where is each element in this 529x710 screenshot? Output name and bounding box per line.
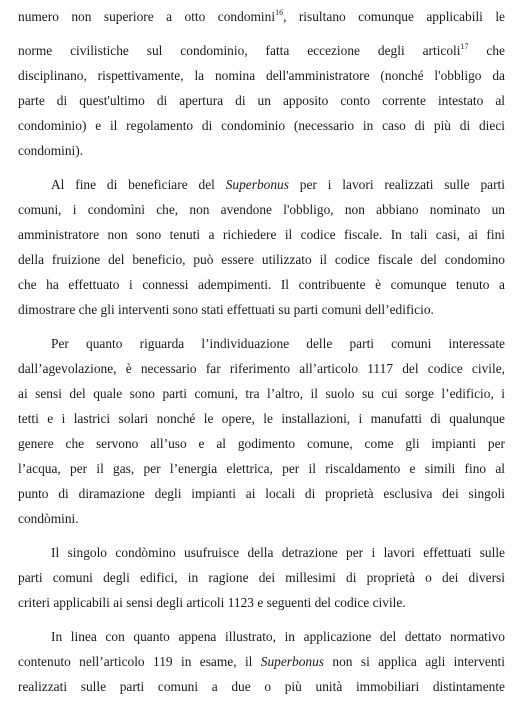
superbonus-term: Superbonus <box>260 654 325 669</box>
paragraph-3-line-5: genere che servono all’uso e al godimento comune, come gli impianti per <box>18 436 505 451</box>
superbonus-term: Superbonus <box>225 177 289 192</box>
paragraph-2-line-3: amministratore non sono tenuti a richiedere il codice fiscale. In tali casi, ai fini <box>18 227 505 242</box>
paragraph-5-line-3: realizzati sulle parti comuni a due o più unità immobiliari distintamente <box>18 679 505 694</box>
footnote-ref-16: 16 <box>275 7 284 17</box>
paragraph-3-line-3: ai sensi del quale sono parti comuni, tra l’altro, il suolo su cui sorge l’edificio, i <box>18 386 505 401</box>
paragraph-3-line-7: punto di diramazione degli impianti ai locali di proprietà esclusiva dei singoli <box>18 486 505 501</box>
paragraph-2-line-5: che ha effettuato i connessi adempimenti. Il contribuente è comunque tenuto a <box>18 277 505 292</box>
paragraph-3-line-4: tetti e i lastrici solari nonché le opere, le installazioni, i manufatti di qualunque <box>18 411 505 426</box>
paragraph-2-line-2: comuni, i condomìni che, non avendone l'obbligo, non abbiano nominato un <box>18 202 505 217</box>
paragraph-3-line-2: dall’agevolazione, è necessario far riferimento all’articolo 1117 del codice civile, <box>18 361 505 376</box>
paragraph-3-line-8: condòmini. <box>18 511 79 526</box>
paragraph-1-line-5: condominio) e il regolamento di condominio (necessario in caso di più di dieci <box>18 118 505 133</box>
paragraph-4-line-3: criteri applicabili ai sensi degli articoli 1123 e seguenti del codice civile. <box>18 595 406 610</box>
paragraph-3-line-6: l’acqua, per il gas, per l’energia elettrica, per il riscaldamento e simili fino al <box>18 461 505 476</box>
paragraph-1-line-6: condomini). <box>18 143 84 158</box>
paragraph-5-line-1: In linea con quanto appena illustrato, in applicazione del dettato normativo <box>51 629 505 644</box>
paragraph-4-line-1: Il singolo condòmino usufruisce della detrazione per i lavori effettuati sulle <box>51 545 505 560</box>
paragraph-1-line-4: parte di quest'ultimo di apertura di un apposito conto corrente intestato al <box>18 93 505 108</box>
paragraph-2-line-6: dimostrare che gli interventi sono stati effettuati su parti comuni dell’edificio. <box>18 302 434 317</box>
paragraph-2-line-4: della fruizione del beneficio, può essere utilizzato il codice fiscale del condomino <box>18 252 505 267</box>
paragraph-1-line-1: numero non superiore a otto condomini$^{16}$, risultano comunque applicabili le <box>18 7 505 24</box>
paragraph-2-line-1: Al fine di beneficiare del Superbonus per i lavori realizzati sulle parti <box>51 177 505 192</box>
paragraph-1-line-3: disciplinano, rispettivamente, la nomina dell'amministratore (nonché l'obbligo da <box>18 68 505 83</box>
paragraph-3-line-1: Per quanto riguarda l’individuazione delle parti comuni interessate <box>51 336 505 351</box>
footnote-ref-17: 17 <box>460 41 469 51</box>
paragraph-1-line-2: norme civilistiche sul condominio, fatta eccezione degli articoli$^{17}$ che <box>18 41 505 58</box>
paragraph-5-line-2: contenuto nell’articolo 119 in esame, il Superbonus non si applica agli interventi <box>18 654 505 669</box>
paragraph-4-line-2: parti comuni degli edifici, in ragione dei millesimi di proprietà o dei diversi <box>18 570 505 585</box>
